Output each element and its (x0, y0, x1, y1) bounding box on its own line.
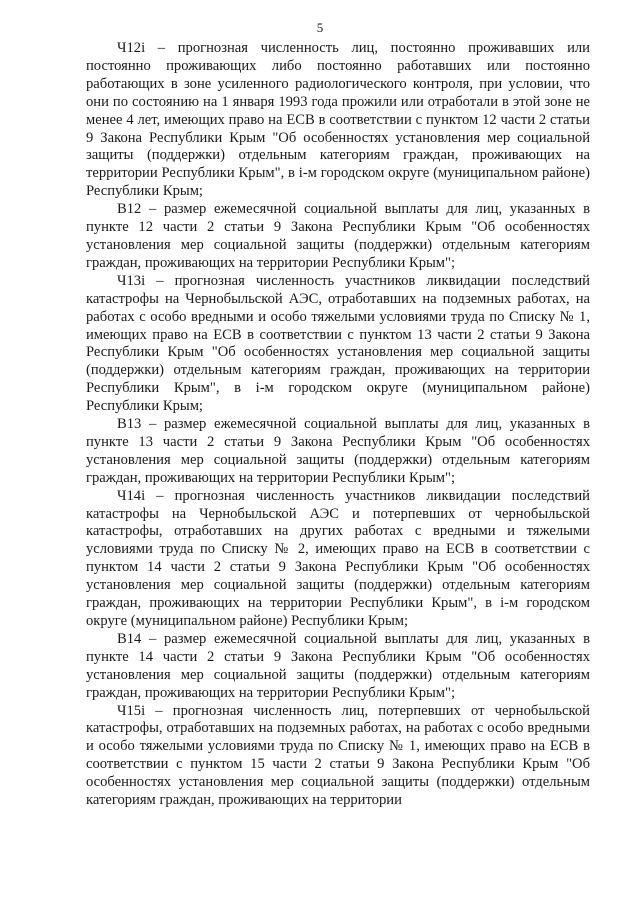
paragraph-ch13: Ч13i – прогнозная численность участников ликвидации последствий катастрофы на Чернобыльской АЭС, отработавших на подземных работах, на работах с особо вредными и особо тяжелыми условиями труда по Списку № 1, имеющих право на ЕСВ в соответствии с пунктом 13 части 2 статьи 9 Закона Республики Крым "Об особенностях установления мер социальной защиты (поддержки) отдельным категориям граждан, проживающих на территории Республики Крым", в i-м городском округе (муниципальном районе) Республики Крым; (86, 272, 590, 415)
page-number: 5 (316, 20, 324, 35)
paragraph-ch12: Ч12i – прогнозная численность лиц, постоянно проживавших или постоянно проживающих либо постоянно работавших или постоянно работающих в зоне усиленного радиологического контроля, при условии, что они по состоянию на 1 января 1993 года прожили или отработали в этой зоне не менее 4 лет, имеющих право на ЕСВ в соответствии с пунктом 12 части 2 статьи 9 Закона Республики Крым "Об особенностях установления мер социальной защиты (поддержки) отдельным категориям граждан, проживающих на территории Республики Крым", в i-м городском округе (муниципальном районе) Республики Крым; (86, 40, 590, 200)
paragraph-v14: В14 – размер ежемесячной социальной выплаты для лиц, указанных в пункте 14 части 2 статьи 9 Закона Республики Крым "Об особенностях установления мер социальной защиты (поддержки) отдельным категориям граждан, проживающих на территории Республики Крым"; (86, 630, 590, 701)
paragraph-ch14: Ч14i – прогнозная численность участников ликвидации последствий катастрофы на Чернобыльской АЭС и потерпевших от чернобыльской катастрофы, отработавших на других работах с вредными и тяжелыми условиями труда по Списку № 2, имеющих право на ЕСВ в соответствии с пунктом 14 части 2 статьи 9 Закона Республики Крым "Об особенностях установления мер социальной защиты (поддержки) отдельным категориям граждан, проживающих на территории Республики Крым", в i-м городском округе (муниципальном районе) Республики Крым; (86, 487, 590, 629)
document-body (86, 40, 590, 810)
paragraph-ch15: Ч15i – прогнозная численность лиц, потерпевших от чернобыльской катастрофы, отработавших на подземных работах, на работах с особо вредными и особо тяжелыми условиями труда по Списку № 1, имеющих право на ЕСВ в соответствии с пунктом 15 части 2 статьи 9 Закона Республики Крым "Об особенностях установления мер социальной защиты (поддержки) отдельным категориям граждан, проживающих на территории (86, 702, 590, 809)
paragraph-v13: В13 – размер ежемесячной социальной выплаты для лиц, указанных в пункте 13 части 2 статьи 9 Закона Республики Крым "Об особенностях установления мер социальной защиты (поддержки) отдельным категориям граждан, проживающих на территории Республики Крым"; (86, 416, 590, 486)
paragraph-v12: В12 – размер ежемесячной социальной выплаты для лиц, указанных в пункте 12 части 2 статьи 9 Закона Республики Крым "Об особенностях установления мер социальной защиты (поддержки) отдельным категориям граждан, проживающих на территории Республики Крым"; (86, 201, 590, 271)
